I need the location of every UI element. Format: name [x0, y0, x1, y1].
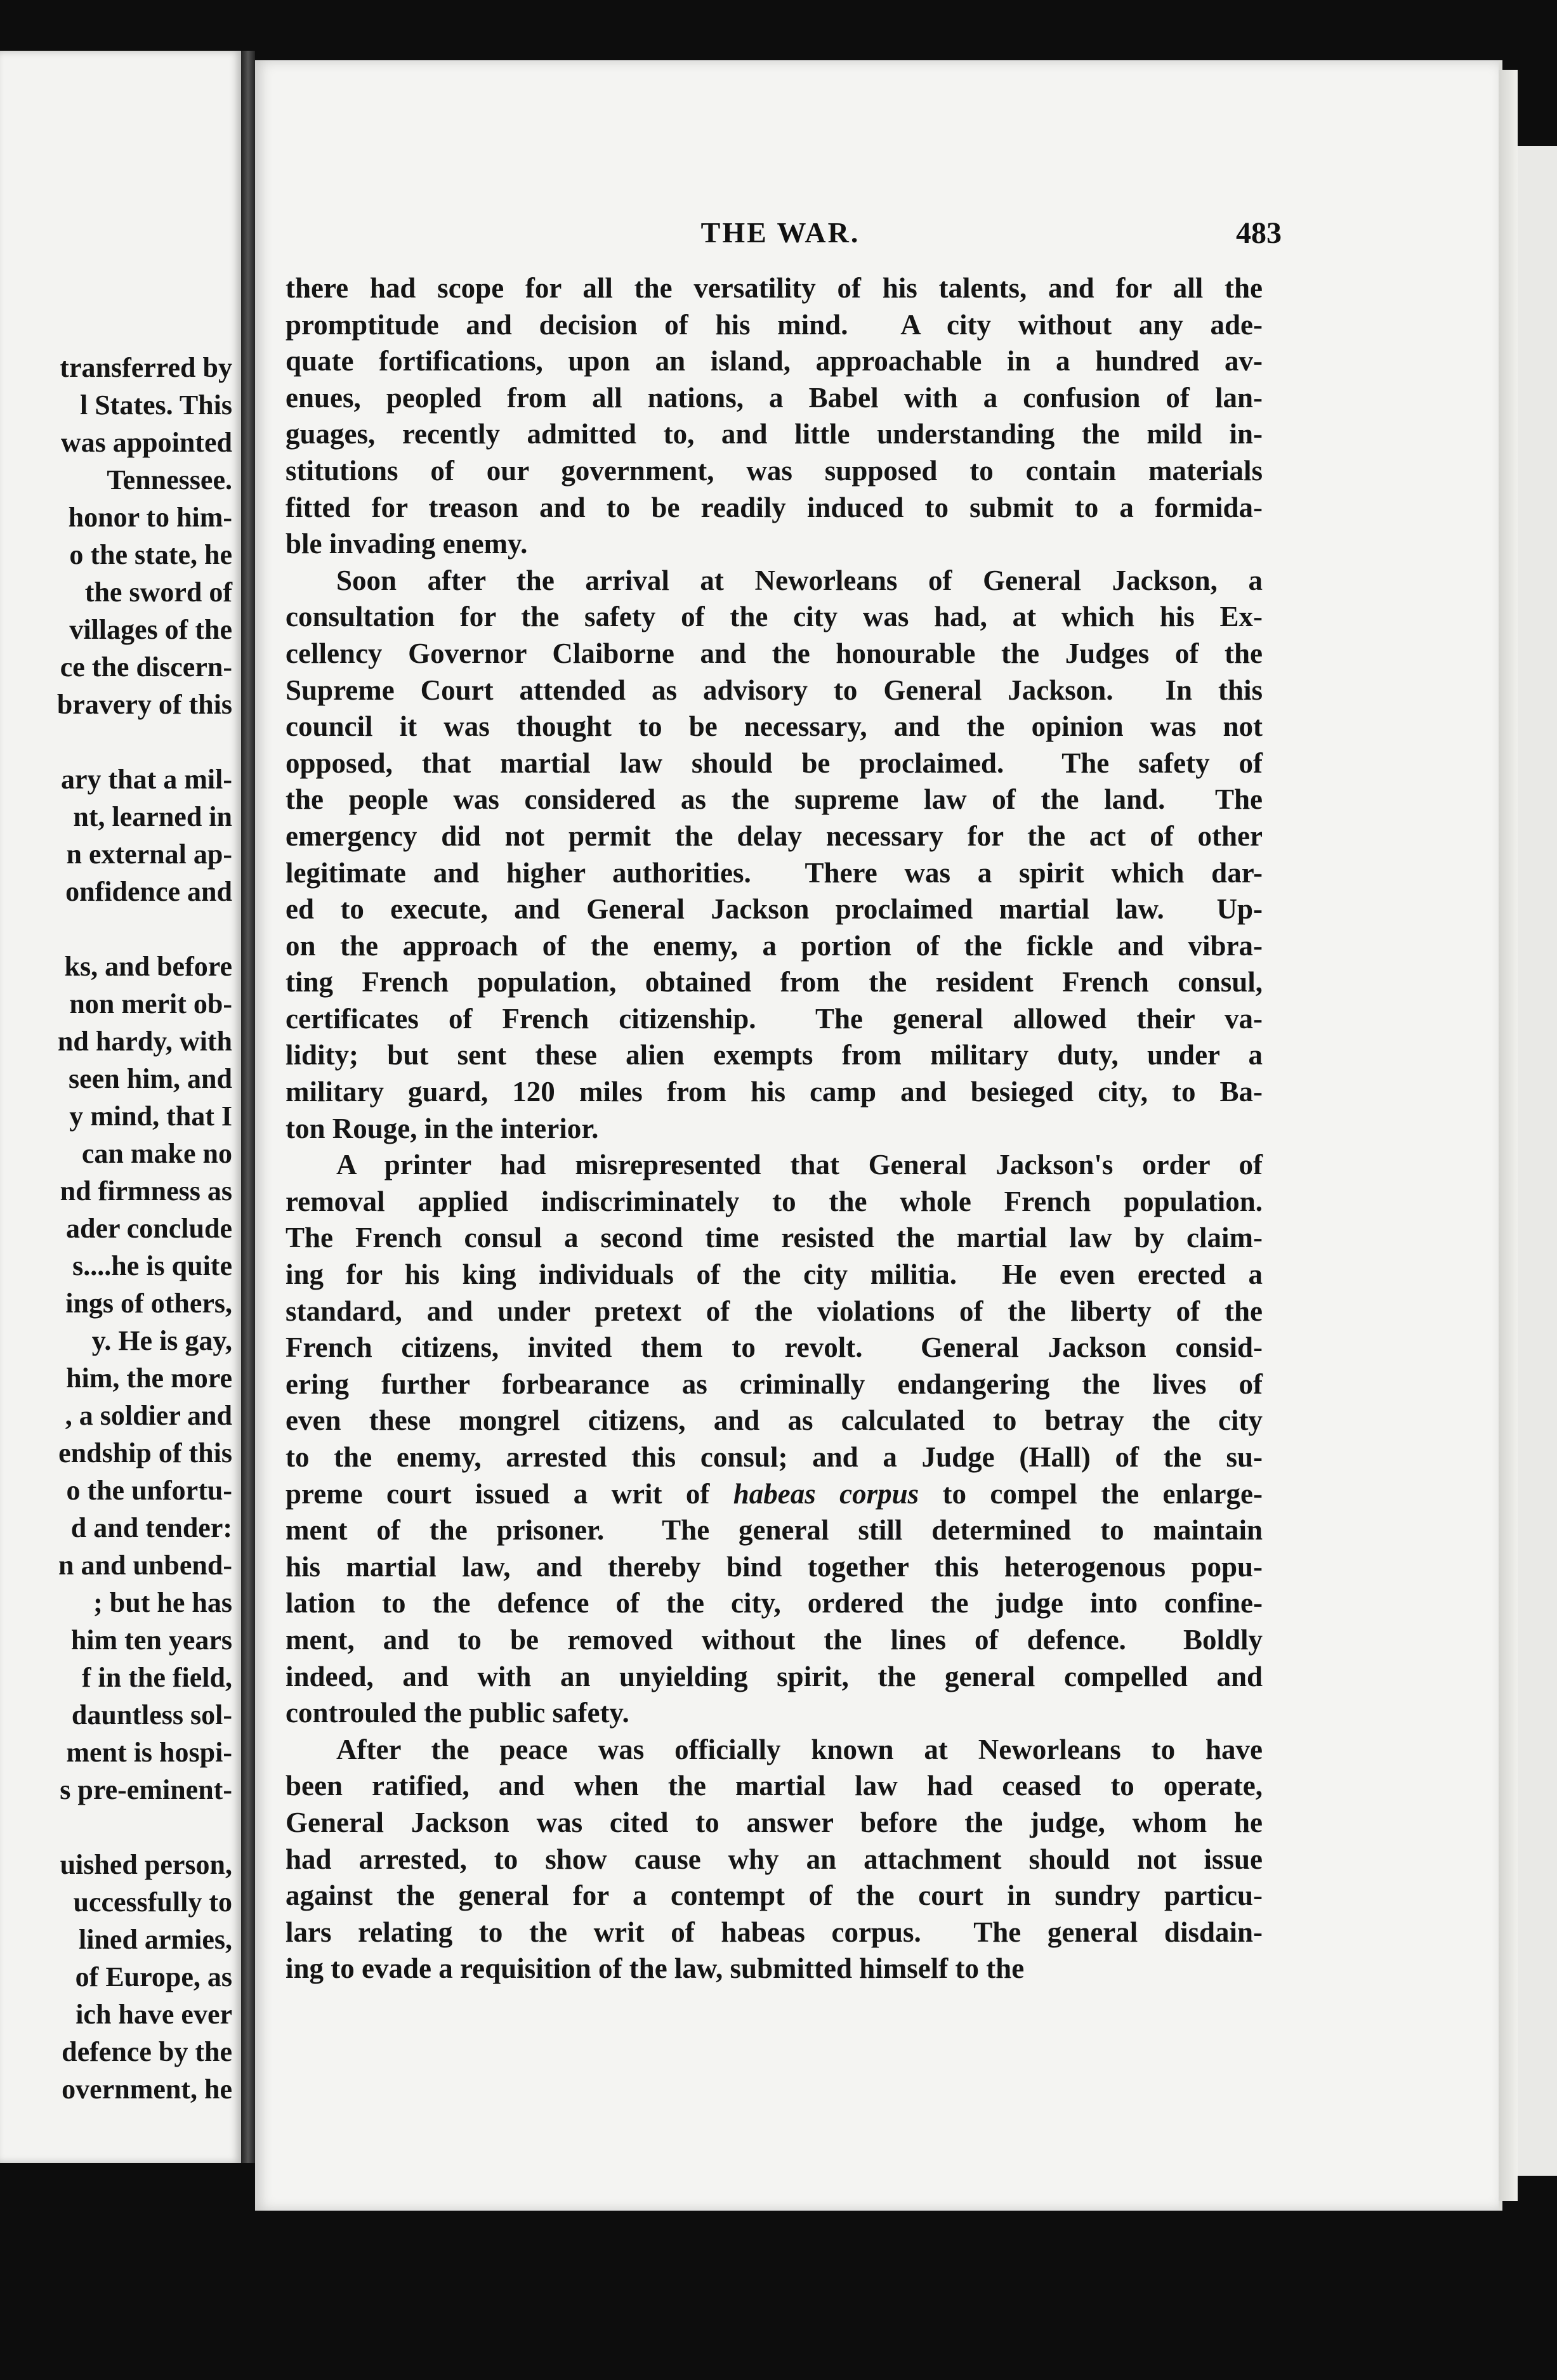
text-line	[286, 1220, 1263, 1257]
text-segment: fitted for treason and to be readily induced to submit to a formida-	[286, 491, 1263, 523]
text-segment: been ratified, and when the martial law had ceased to operate,	[286, 1770, 1263, 1802]
text-segment: his martial law, and thereby bind together this heterogenous popu-	[286, 1550, 1263, 1583]
text-segment: military guard, 120 miles from his camp and besieged city, to Ba-	[286, 1076, 1263, 1108]
left-page-line: s pre-eminent-	[60, 1774, 232, 1805]
left-page-line: ; but he has	[93, 1587, 232, 1618]
text-line	[286, 343, 1263, 380]
text-segment: there had scope for all the versatility of his talents, and for all the	[286, 272, 1263, 304]
text-segment: cellency Governor Claiborne and the honourable the Judges of the	[286, 637, 1263, 669]
text-segment: lidity; but sent these alien exempts from military duty, under a	[286, 1039, 1263, 1071]
left-page-line: n and unbend-	[58, 1550, 232, 1581]
next-page-edge	[1518, 146, 1557, 2176]
text-line	[286, 818, 1263, 855]
text-line	[286, 1622, 1263, 1659]
text-segment: lars relating to the writ of habeas corpus. The general disdain-	[286, 1916, 1263, 1948]
text-segment: against the general for a contempt of the court in sundry particu-	[286, 1880, 1263, 1912]
text-line	[286, 1001, 1263, 1038]
left-page-line: ader conclude	[66, 1213, 232, 1244]
left-page-line: nt, learned in	[73, 801, 232, 832]
text-line	[286, 1768, 1263, 1805]
left-page-line: can make no	[81, 1138, 232, 1169]
left-page-line: ks, and before	[64, 951, 232, 982]
left-page-line: uished person,	[60, 1849, 232, 1880]
body-text	[286, 270, 1263, 1987]
text-segment: French citizens, invited them to revolt. General Jackson consid-	[286, 1331, 1263, 1364]
text-line	[286, 1549, 1263, 1586]
text-segment: emergency did not permit the delay necessary for the act of other	[286, 820, 1263, 852]
text-segment: removal applied indiscriminately to the whole French population.	[286, 1185, 1263, 1217]
text-line	[286, 672, 1263, 709]
text-segment: ing to evade a requisition of the law, submitted himself to the	[286, 1952, 1025, 1985]
left-page-line: nd firmness as	[60, 1175, 232, 1206]
page-header	[279, 216, 1282, 260]
left-page-line: dauntless sol-	[71, 1699, 232, 1730]
text-segment: ting French population, obtained from the resident French consul,	[286, 966, 1263, 998]
text-line	[286, 1512, 1263, 1549]
text-segment: the people was considered as the supreme law of the land. The	[286, 783, 1263, 816]
text-line	[286, 1403, 1263, 1439]
text-segment: The French consul a second time resisted the martial law by claim-	[286, 1222, 1263, 1254]
left-page-line: s....he is quite	[72, 1250, 232, 1281]
text-segment: even these mongrel citizens, and as calculated to betray the city	[286, 1404, 1263, 1437]
left-page-line	[0, 723, 232, 761]
left-page-line: was appointed	[60, 427, 232, 458]
text-line	[286, 453, 1263, 490]
left-page-fragment	[0, 51, 241, 2163]
left-page-line	[0, 1808, 232, 1846]
text-segment: lation to the defence of the city, ordered the judge into confine-	[286, 1587, 1263, 1619]
text-segment: preme court issued a writ of	[286, 1477, 733, 1510]
left-page-line: the sword of	[84, 577, 232, 608]
left-page-line	[0, 910, 232, 948]
text-line	[286, 1439, 1263, 1476]
text-segment: Soon after the arrival at Neworleans of General Jackson, a	[336, 564, 1263, 596]
text-line	[286, 1659, 1263, 1696]
text-line	[286, 1732, 1263, 1769]
left-page-line: non merit ob-	[69, 988, 232, 1019]
text-segment: ed to execute, and General Jackson proclaimed martial law. Up-	[286, 893, 1263, 925]
text-segment: certificates of French citizenship. The general allowed their va-	[286, 1002, 1263, 1035]
text-segment: quate fortifications, upon an island, approachable in a hundred av-	[286, 345, 1263, 377]
text-segment: controuled the public safety.	[286, 1697, 629, 1729]
text-line	[286, 1585, 1263, 1622]
left-page-line: defence by the	[62, 2036, 232, 2067]
text-line	[286, 1476, 1263, 1513]
text-segment: indeed, and with an unyielding spirit, the general compelled and	[286, 1660, 1263, 1692]
left-page-line: him, the more	[66, 1363, 232, 1394]
left-page-text	[0, 349, 232, 2108]
left-page-line: n external ap-	[66, 839, 232, 870]
text-segment: ing for his king individuals of the city militia. He even erected a	[286, 1259, 1263, 1291]
left-page-line: ich have ever	[76, 1999, 232, 2030]
text-line	[286, 307, 1263, 344]
left-page-line: f in the field,	[81, 1662, 232, 1693]
left-page-line: o the state, he	[69, 539, 232, 570]
text-segment: had arrested, to show cause why an attachment should not issue	[286, 1843, 1263, 1875]
left-page-line: y mind, that I	[69, 1101, 232, 1132]
text-line	[286, 745, 1263, 782]
text-segment: General Jackson was cited to answer before the judge, whom he	[286, 1806, 1263, 1838]
text-segment: ble invading enemy.	[286, 528, 528, 560]
left-page-line: overnment, he	[62, 2074, 232, 2105]
text-line	[286, 490, 1263, 526]
left-page-line: , a soldier and	[65, 1400, 232, 1431]
left-page-line: bravery of this	[56, 689, 232, 720]
left-page-line: ce the discern-	[60, 651, 232, 683]
text-segment: opposed, that martial law should be proclaimed. The safety of	[286, 747, 1263, 779]
text-segment: Supreme Court attended as advisory to General Jackson. In this	[286, 674, 1263, 706]
left-page-line: lined armies,	[79, 1924, 232, 1955]
running-head: THE WAR.	[700, 216, 860, 249]
left-page-line: d and tender:	[70, 1512, 232, 1543]
text-line	[286, 1111, 1263, 1148]
left-page-line: nd hardy, with	[57, 1026, 232, 1057]
text-line	[286, 1366, 1263, 1403]
page-number: 483	[1236, 216, 1282, 250]
text-line	[286, 1805, 1263, 1841]
text-segment: stitutions of our government, was supposed to contain materials	[286, 454, 1263, 487]
text-line	[286, 1074, 1263, 1111]
text-line	[286, 1695, 1263, 1732]
left-page-line: villages of the	[69, 614, 232, 645]
left-page-line: of Europe, as	[75, 1961, 232, 1992]
italic-phrase: habeas corpus	[733, 1477, 919, 1510]
text-line	[286, 563, 1263, 599]
left-page-line: l States. This	[79, 389, 232, 421]
left-page-line: uccessfully to	[73, 1886, 232, 1918]
text-line	[286, 1330, 1263, 1366]
left-page-line: ings of others,	[65, 1288, 232, 1319]
text-segment: A printer had misrepresented that General Jackson's order of	[336, 1149, 1263, 1181]
text-segment: to compel the enlarge-	[919, 1477, 1263, 1510]
text-segment: ment, and to be removed without the lines of defence. Boldly	[286, 1623, 1263, 1656]
left-page-line: Tennessee.	[107, 464, 232, 495]
book-gutter	[241, 51, 255, 2163]
text-line	[286, 709, 1263, 745]
text-line	[286, 1878, 1263, 1914]
text-segment: consultation for the safety of the city was had, at which his Ex-	[286, 601, 1263, 633]
left-page-line: transferred by	[60, 352, 232, 383]
text-line	[286, 855, 1263, 892]
text-segment: on the approach of the enemy, a portion of the fickle and vibra-	[286, 929, 1263, 962]
left-page-line: o the unfortu-	[66, 1475, 232, 1506]
left-page-line: onfidence and	[65, 876, 232, 907]
text-line	[286, 636, 1263, 672]
text-segment: ton Rouge, in the interior.	[286, 1112, 599, 1144]
text-segment: standard, and under pretext of the violations of the liberty of the	[286, 1295, 1263, 1327]
left-page-line: him ten years	[70, 1625, 232, 1656]
left-page-line: seen him, and	[69, 1063, 232, 1094]
text-line	[286, 526, 1263, 563]
text-segment: ering further forbearance as criminally endangering the lives of	[286, 1368, 1263, 1400]
text-line	[286, 416, 1263, 453]
text-line	[286, 1037, 1263, 1074]
text-line	[286, 1951, 1263, 1987]
text-segment: to the enemy, arrested this consul; and a Judge (Hall) of the su-	[286, 1441, 1263, 1473]
text-line	[286, 1257, 1263, 1293]
left-page-line: ary that a mil-	[60, 764, 232, 795]
text-line	[286, 964, 1263, 1001]
text-segment: promptitude and decision of his mind. A city without any ade-	[286, 308, 1263, 341]
left-page-line: endship of this	[58, 1437, 232, 1468]
left-page-line: y. He is gay,	[91, 1325, 232, 1356]
text-line	[286, 1841, 1263, 1878]
text-segment: legitimate and higher authorities. There was a spirit which dar-	[286, 856, 1263, 889]
text-segment: council it was thought to be necessary, and the opinion was not	[286, 710, 1263, 743]
text-line	[286, 928, 1263, 965]
text-line	[286, 1184, 1263, 1220]
text-line	[286, 270, 1263, 307]
text-line	[286, 781, 1263, 818]
text-segment: enues, peopled from all nations, a Babel with a confusion of lan-	[286, 381, 1263, 414]
page-edge	[1499, 70, 1518, 2201]
left-page-line: honor to him-	[68, 502, 232, 533]
text-segment: guages, recently admitted to, and little understanding the mild in-	[286, 418, 1263, 450]
left-page-line: ment is hospi-	[66, 1737, 232, 1768]
text-line	[286, 1293, 1263, 1330]
text-line	[286, 1147, 1263, 1184]
text-line	[286, 1914, 1263, 1951]
text-segment: ment of the prisoner. The general still determined to maintain	[286, 1514, 1263, 1546]
text-segment: After the peace was officially known at Neworleans to have	[336, 1733, 1263, 1765]
text-line	[286, 599, 1263, 636]
text-line	[286, 891, 1263, 928]
text-line	[286, 380, 1263, 417]
